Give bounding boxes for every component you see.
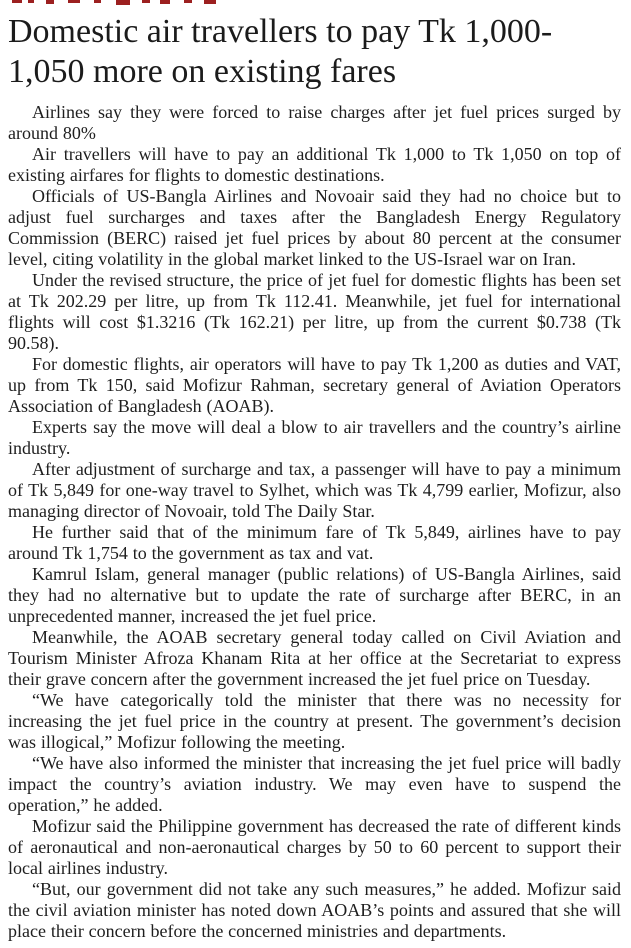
article-paragraph: Experts say the move will deal a blow to air travellers and the country’s airline industry. xyxy=(8,417,621,459)
article-body xyxy=(8,102,621,942)
kicker-glyph-fragment xyxy=(204,0,216,4)
article-paragraph: “But, our government did not take any such measures,” he added. Mofizur said the civil aviation minister has noted down AOAB’s points and assured that she will place their concern before the concerned ministries and departments. xyxy=(8,879,621,942)
article-paragraph: Officials of US-Bangla Airlines and Novoair said they had no choice but to adjust fuel surcharges and taxes after the Bangladesh Energy Regulatory Commission (BERC) raised jet fuel prices by about 80 percent at the consumer level, citing volatility in the global market linked to the US-Israel war on Iran. xyxy=(8,186,621,270)
article-headline: Domestic air travellers to pay Tk 1,000-1,050 more on existing fares xyxy=(8,13,553,91)
article-paragraph: Meanwhile, the AOAB secretary general today called on Civil Aviation and Tourism Minister Afroza Khanam Rita at her office at the Secretariat to express their grave concern after the government increased the jet fuel price on Tuesday. xyxy=(8,627,621,690)
article-paragraph: He further said that of the minimum fare of Tk 5,849, airlines have to pay around Tk 1,754 to the government as tax and vat. xyxy=(8,522,621,564)
kicker-glyph-fragment xyxy=(28,0,34,3)
article-paragraph: “We have also informed the minister that increasing the jet fuel price will badly impact the country’s aviation industry. We may even have to suspend the operation,” he added. xyxy=(8,753,621,816)
article-paragraph: After adjustment of surcharge and tax, a passenger will have to pay a minimum of Tk 5,849 for one-way travel to Sylhet, which was Tk 4,799 earlier, Mofizur, also managing director of Novoair, told The Daily Star. xyxy=(8,459,621,522)
article-paragraph: Mofizur said the Philippine government has decreased the rate of different kinds of aeronautical and non-aeronautical charges by 50 to 60 percent to support their local airlines industry. xyxy=(8,816,621,879)
article-paragraph: Air travellers will have to pay an additional Tk 1,000 to Tk 1,050 on top of existing airfares for flights to domestic destinations. xyxy=(8,144,621,186)
kicker-glyph-fragment xyxy=(160,0,170,4)
clipped-red-kicker-fragment xyxy=(8,0,621,6)
kicker-glyph-fragment xyxy=(94,0,101,3)
kicker-glyph-fragment xyxy=(12,0,22,3)
kicker-glyph-fragment xyxy=(116,0,130,5)
kicker-glyph-fragment xyxy=(142,0,150,3)
article-paragraph: Airlines say they were forced to raise charges after jet fuel prices surged by around 80% xyxy=(8,102,621,144)
kicker-glyph-fragment xyxy=(68,0,80,3)
article-paragraph: For domestic flights, air operators will have to pay Tk 1,200 as duties and VAT, up from Tk 150, said Mofizur Rahman, secretary general of Aviation Operators Association of Bangladesh (AOAB). xyxy=(8,354,621,417)
kicker-glyph-fragment xyxy=(184,0,192,3)
article-paragraph: “We have categorically told the minister that there was no necessity for increasing the jet fuel price in the country at present. The government’s decision was illogical,” Mofizur following the meeting. xyxy=(8,690,621,753)
kicker-glyph-fragment xyxy=(46,0,54,4)
article-paragraph: Under the revised structure, the price of jet fuel for domestic flights has been set at Tk 202.29 per litre, up from Tk 112.41. Meanwhile, jet fuel for international flights will cost $1.3216 (Tk 162.21) per litre, up from the current $0.738 (Tk 90.58). xyxy=(8,270,621,354)
article-paragraph: Kamrul Islam, general manager (public relations) of US-Bangla Airlines, said they had no alternative but to update the rate of surcharge after BERC, in an unprecedented manner, increased the jet fuel price. xyxy=(8,564,621,627)
